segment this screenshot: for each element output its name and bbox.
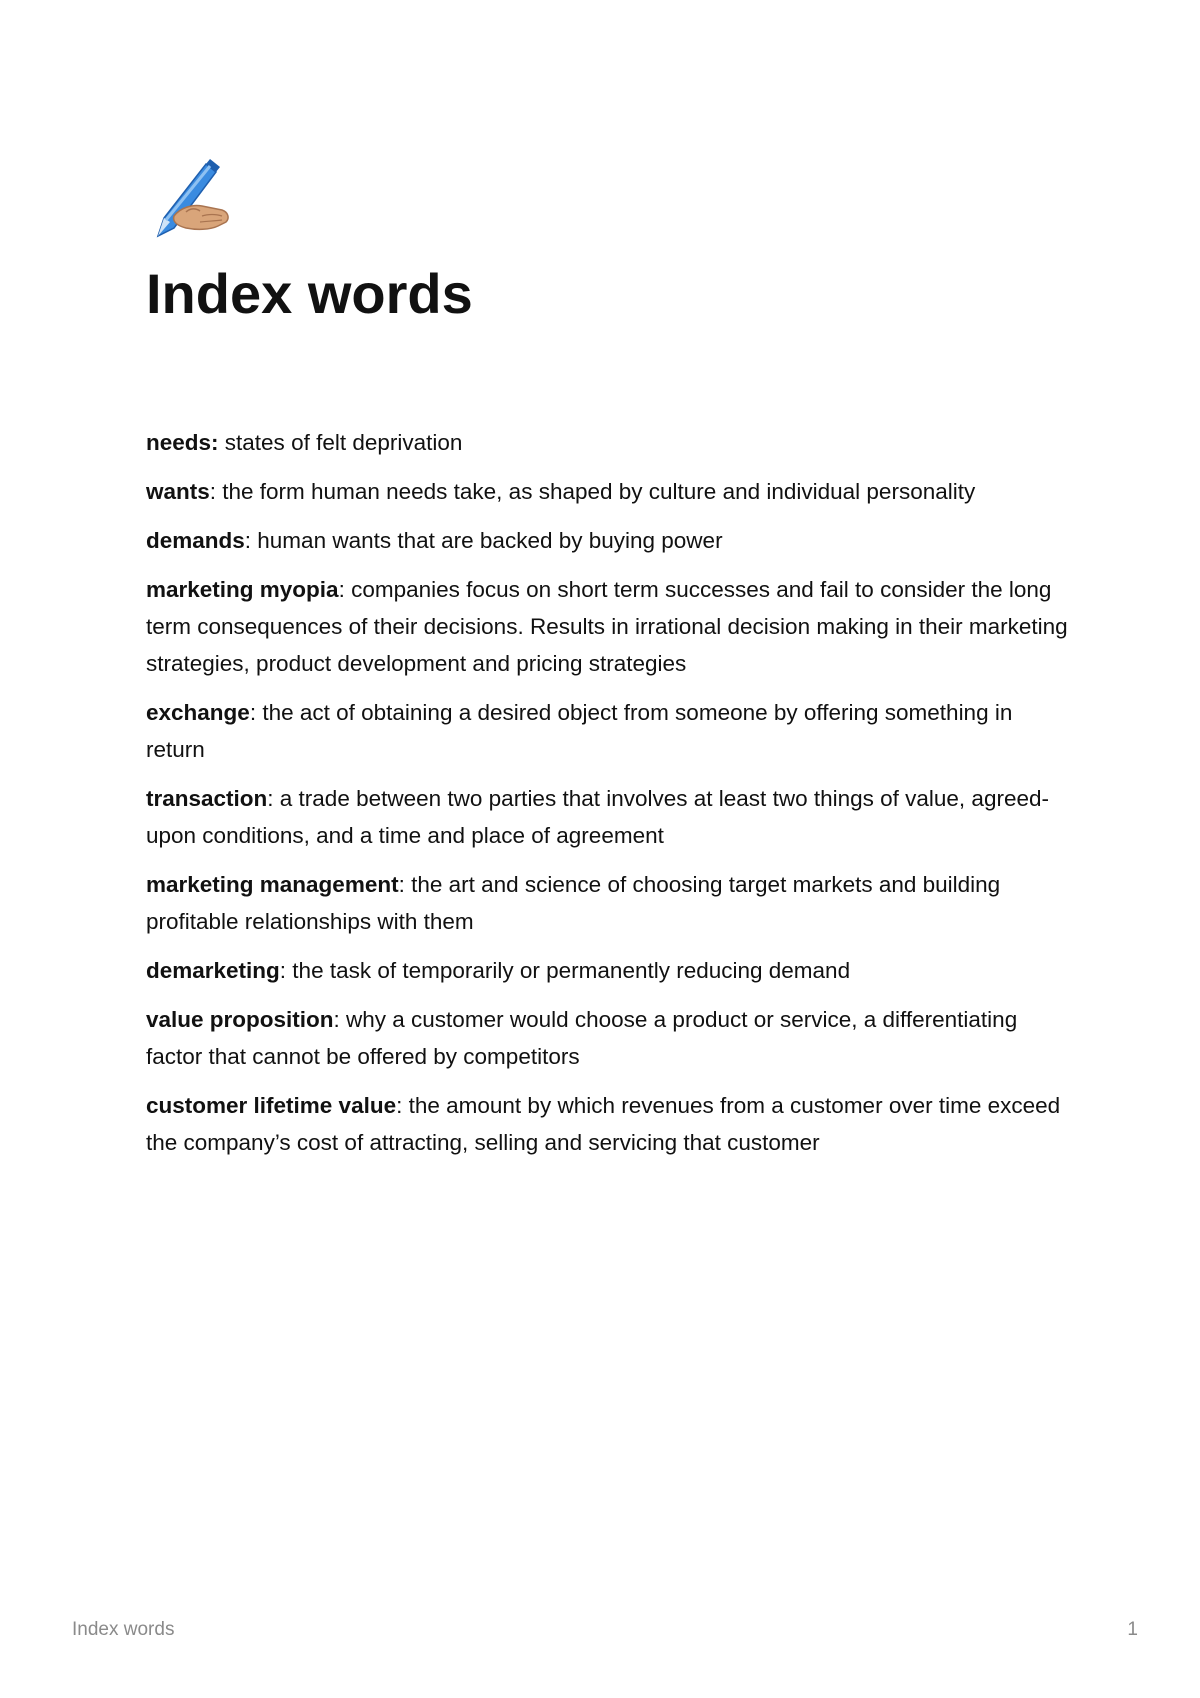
glossary-term: demarketing: [146, 958, 280, 983]
glossary-entry-demands: [146, 522, 1076, 559]
glossary-term: marketing myopia: [146, 577, 339, 602]
glossary-term: wants: [146, 479, 210, 504]
glossary-term: customer lifetime value: [146, 1093, 397, 1118]
glossary-definition: : the amount by which revenues from a customer over time exceed the company’s cost of attracting, selling and servicing that customer: [146, 1093, 1061, 1155]
glossary-entry-wants: [146, 473, 1076, 510]
glossary-definition: : the task of temporarily or permanently reducing demand: [279, 958, 851, 983]
glossary-entry-transaction: [146, 780, 1076, 854]
glossary-entry-marketing-myopia: [146, 571, 1076, 682]
glossary-definition: : a trade between two parties that involves at least two things of value, agreed-upon conditions, and a time and place of agreement: [146, 786, 1049, 848]
glossary-definition: : the art and science of choosing target markets and building profitable relationships with them: [146, 872, 1001, 934]
glossary-term: marketing management: [146, 872, 399, 897]
glossary-entry-needs: [146, 424, 1076, 461]
glossary-term: value proposition: [146, 1007, 334, 1032]
glossary-entry-customer-lifetime-value: [146, 1087, 1076, 1161]
glossary-definition: states of felt deprivation: [218, 430, 463, 455]
glossary-definition: : the act of obtaining a desired object from someone by offering something in return: [146, 700, 1013, 762]
writing-hand-icon: [146, 156, 236, 246]
page-title: Index words: [146, 262, 473, 325]
glossary-entry-marketing-management: [146, 866, 1076, 940]
glossary-definition: : the form human needs take, as shaped by culture and individual personality: [209, 479, 976, 504]
glossary-definition: : why a customer would choose a product or service, a differentiating factor that cannot be offered by competitors: [146, 1007, 1018, 1069]
glossary-term: exchange: [146, 700, 250, 725]
glossary-entry-value-proposition: [146, 1001, 1076, 1075]
footer-document-title: Index words: [72, 1619, 175, 1640]
glossary-entry-demarketing: [146, 952, 1076, 989]
glossary-term: transaction: [146, 786, 268, 811]
glossary-term: demands: [146, 528, 245, 553]
glossary-definition: : companies focus on short term successes and fail to consider the long term consequences of their decisions. Results in irrational decision making in their marketing strategies, product development and pricing strategies: [146, 577, 1068, 676]
glossary-definition: : human wants that are backed by buying power: [244, 528, 723, 553]
footer-page-number: 1: [1127, 1619, 1138, 1640]
glossary-term: needs:: [146, 430, 219, 455]
glossary-entry-exchange: [146, 694, 1076, 768]
glossary-list: [146, 424, 1076, 1173]
